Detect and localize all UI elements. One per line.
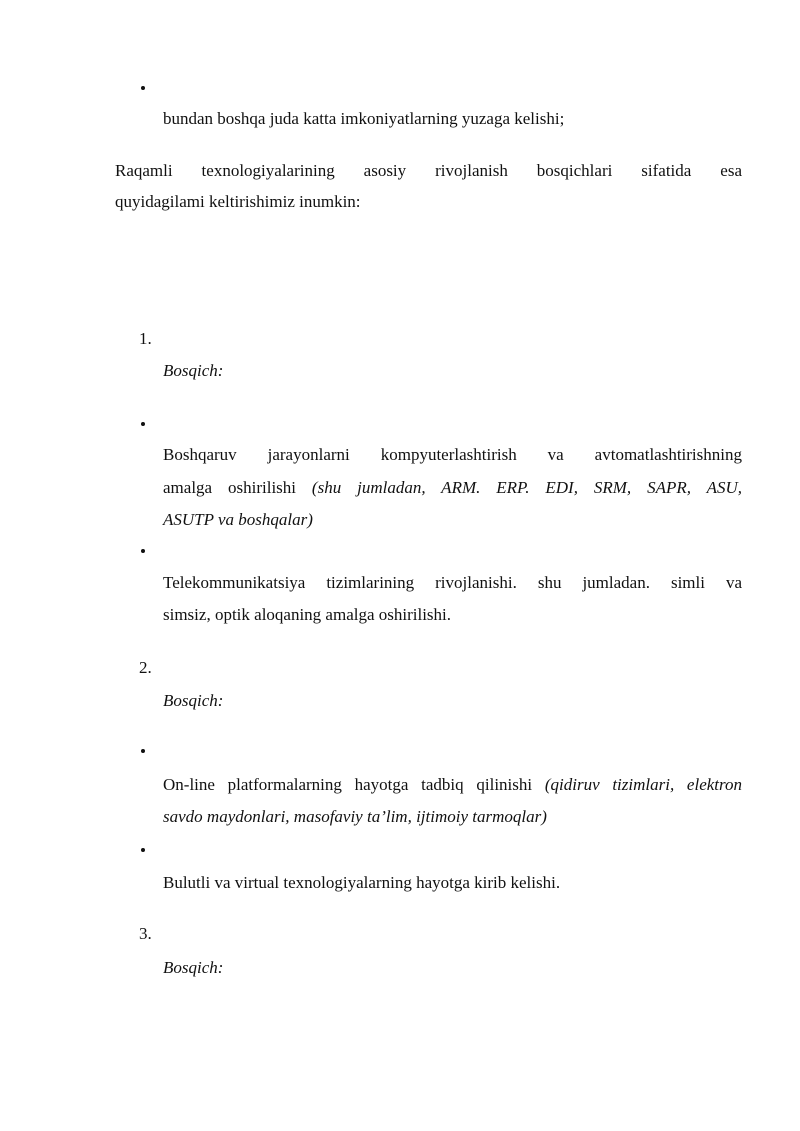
stage-number: 2. xyxy=(139,658,152,677)
list-item-note: savdo maydonlari, masofaviy ta’lim, ijtimoiy tarmoqlar) xyxy=(163,807,547,826)
stage-number: 3. xyxy=(139,924,152,943)
bullet-marker xyxy=(141,749,145,753)
paragraph-line: quyidagilami keltirishimiz inumkin: xyxy=(115,192,361,211)
list-item-note: (shu jumladan, ARM. ERP. EDI, SRM, SAPR, ASU, xyxy=(311,478,742,497)
list-item-note: ASUTP va boshqalar) xyxy=(163,510,313,529)
bullet-marker xyxy=(141,86,145,90)
bullet-marker xyxy=(141,422,145,426)
list-item-line: Boshqaruv jarayonlarni kompyuterlashtirish va avtomatlashtirishning xyxy=(163,445,742,464)
list-item-line: Bulutli va virtual texnologiyalarning hayotga kirib kelishi. xyxy=(163,873,561,892)
stage-label: Bosqich: xyxy=(163,958,224,977)
list-item-line xyxy=(163,477,742,499)
stage-label: Bosqich: xyxy=(163,361,224,380)
bullet-marker xyxy=(141,549,145,553)
stage-number: 1. xyxy=(139,329,152,348)
list-item-text: amalga oshirilishi xyxy=(163,478,312,497)
list-item-text: On-line platformalarning hayotga tadbiq qilinishi xyxy=(163,775,545,794)
list-item-line xyxy=(163,774,742,796)
stage-label: Bosqich: xyxy=(163,691,224,710)
paragraph-line: Raqamli texnologiyalarining asosiy rivojlanish bosqichlari sifatida esa xyxy=(115,161,742,180)
list-item-line: simsiz, optik aloqaning amalga oshirilishi. xyxy=(163,605,452,624)
list-item-line: Telekommunikatsiya tizimlarining rivojlanishi. shu jumladan. simli va xyxy=(163,573,742,592)
list-item-note: (qidiruv tizimlari, elektron xyxy=(544,775,743,794)
bullet-marker xyxy=(141,848,145,852)
intro-list-item: bundan boshqa juda katta imkoniyatlarning yuzaga kelishi; xyxy=(163,109,565,128)
